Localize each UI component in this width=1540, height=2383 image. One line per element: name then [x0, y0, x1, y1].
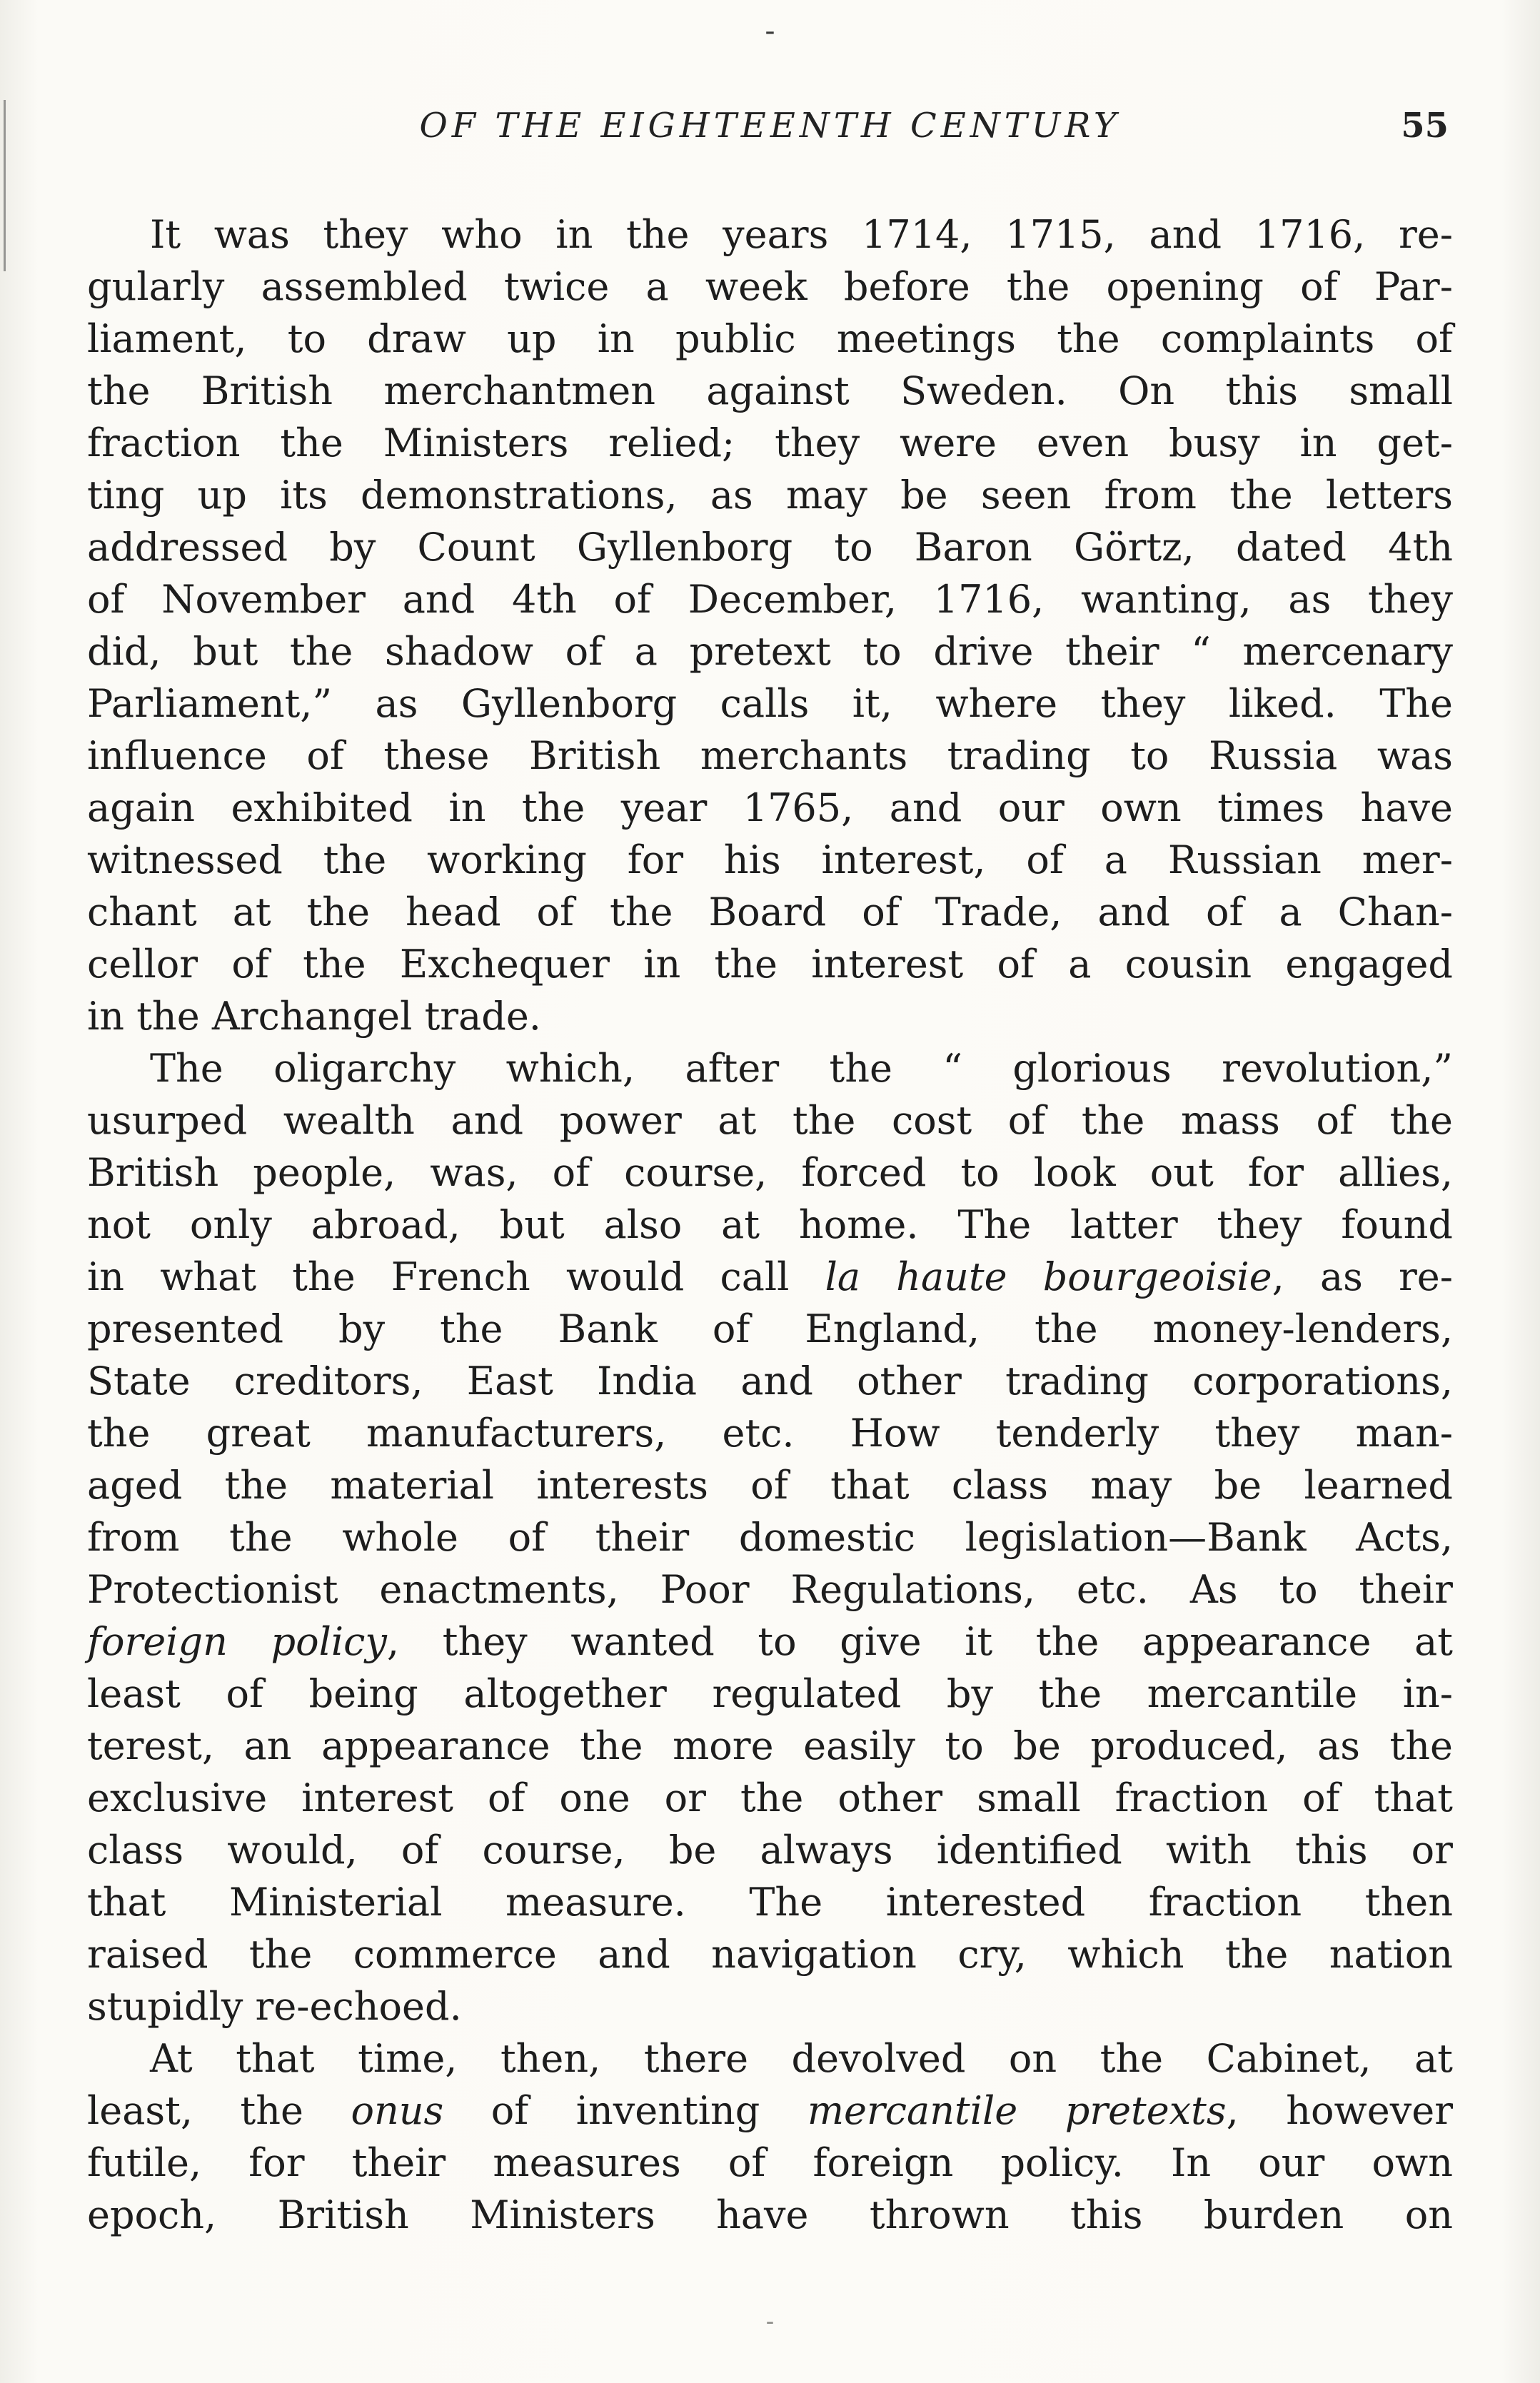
text-run: did, but the shadow of a pretext to drive their “ mercenary — [87, 629, 1453, 674]
text-run: ting up its demonstrations, as may be seen from the letters — [87, 473, 1453, 518]
text-run: It was they who in the years 1714, 1715, and 1716, re- — [150, 212, 1453, 257]
text-run: of inventing — [443, 2088, 807, 2133]
text-line — [87, 2137, 1453, 2189]
text-run: witnessed the working for his interest, of a Russian mer- — [87, 837, 1453, 882]
text-line — [87, 938, 1453, 990]
text-run: least of being altogether regulated by the mercantile in- — [87, 1671, 1453, 1716]
text-line — [87, 1824, 1453, 1876]
page-number: 55 — [1401, 106, 1449, 146]
text-run: presented by the Bank of England, the money-lenders, — [87, 1306, 1453, 1351]
text-line — [87, 2189, 1453, 2241]
text-line — [87, 2032, 1453, 2085]
bottom-scan-mark: - — [765, 2307, 775, 2336]
scan-artifact-left-edge — [4, 100, 6, 271]
text-line — [87, 1094, 1453, 1147]
text-run: again exhibited in the year 1765, and our own times have — [87, 785, 1453, 830]
text-run: that Ministerial measure. The interested fraction then — [87, 1880, 1453, 1925]
text-line — [87, 1147, 1453, 1199]
text-line — [87, 521, 1453, 573]
text-run: , they wanted to give it the appearance at — [386, 1619, 1453, 1664]
text-run: The oligarchy which, after the “ glorious revolution,” — [150, 1046, 1453, 1091]
text-run: , however — [1226, 2088, 1454, 2133]
text-run: class would, of course, be always identified with this or — [87, 1828, 1453, 1873]
paragraph — [87, 2032, 1453, 2241]
text-run: from the whole of their domestic legislation—Bank Acts, — [87, 1515, 1453, 1560]
text-line — [87, 261, 1453, 313]
text-line — [87, 417, 1453, 469]
top-scan-mark: - — [765, 13, 775, 48]
text-run: in what the French would call — [87, 1254, 825, 1299]
text-line — [87, 1407, 1453, 1459]
text-line — [87, 573, 1453, 625]
text-run: At that time, then, there devolved on the Cabinet, at — [150, 2036, 1453, 2081]
text-run: the British merchantmen against Sweden. On this small — [87, 368, 1453, 413]
text-line — [87, 1563, 1453, 1616]
text-run: addressed by Count Gyllenborg to Baron Görtz, dated 4th — [87, 525, 1453, 570]
text-line — [87, 625, 1453, 677]
text-run: exclusive interest of one or the other small fraction of that — [87, 1775, 1453, 1820]
text-line — [87, 782, 1453, 834]
text-run: epoch, British Ministers have thrown this burden on — [87, 2192, 1453, 2237]
text-run: terest, an appearance the more easily to be produced, as the — [87, 1723, 1453, 1768]
text-line — [87, 730, 1453, 782]
text-line — [87, 469, 1453, 521]
text-line — [87, 1928, 1453, 1980]
text-line — [87, 1720, 1453, 1772]
text-run: futile, for their measures of foreign policy. In our own — [87, 2140, 1453, 2185]
text-run: of November and 4th of December, 1716, wanting, as they — [87, 577, 1453, 622]
text-line — [87, 2085, 1453, 2137]
text-line — [87, 1980, 1453, 2032]
page-header — [87, 106, 1453, 157]
text-line — [87, 1042, 1453, 1094]
paragraph — [87, 1042, 1453, 2032]
text-run: in the Archangel trade. — [87, 994, 541, 1039]
text-line — [87, 1355, 1453, 1407]
text-run: raised the commerce and navigation cry, which the nation — [87, 1932, 1453, 1977]
text-line — [87, 208, 1453, 261]
text-run: usurped wealth and power at the cost of the mass of the — [87, 1098, 1453, 1143]
text-line — [87, 1876, 1453, 1928]
text-run: stupidly re-echoed. — [87, 1984, 462, 2029]
text-run: foreign policy — [87, 1619, 387, 1664]
text-run: not only abroad, but also at home. The latter they found — [87, 1202, 1453, 1247]
body-text — [87, 208, 1453, 2241]
text-line — [87, 1616, 1453, 1668]
text-run: influence of these British merchants trading to Russia was — [87, 733, 1453, 778]
text-line — [87, 1772, 1453, 1824]
text-run: least, the — [87, 2088, 351, 2133]
text-line — [87, 313, 1453, 365]
text-run: liament, to draw up in public meetings the complaints of — [87, 316, 1453, 361]
text-line — [87, 677, 1453, 730]
text-line — [87, 1459, 1453, 1511]
text-line — [87, 1668, 1453, 1720]
text-line — [87, 1199, 1453, 1251]
text-run: , as re- — [1272, 1254, 1454, 1299]
text-run: aged the material interests of that class may be learned — [87, 1463, 1453, 1508]
text-line — [87, 886, 1453, 938]
text-run: Parliament,” as Gyllenborg calls it, where they liked. The — [87, 681, 1453, 726]
text-run: Protectionist enactments, Poor Regulations, etc. As to their — [87, 1567, 1453, 1612]
paragraph — [87, 208, 1453, 1042]
text-run: mercantile pretexts — [807, 2088, 1227, 2133]
text-line — [87, 1303, 1453, 1355]
text-run: State creditors, East India and other trading corporations, — [87, 1359, 1453, 1404]
text-run: onus — [351, 2088, 444, 2133]
text-line — [87, 1511, 1453, 1563]
text-run: gularly assembled twice a week before the opening of Par- — [87, 264, 1453, 309]
text-line — [87, 365, 1453, 417]
running-title: OF THE EIGHTEENTH CENTURY — [419, 106, 1121, 146]
text-run: the great manufacturers, etc. How tenderly they man- — [87, 1411, 1453, 1456]
text-line — [87, 1251, 1453, 1303]
text-run: chant at the head of the Board of Trade, and of a Chan- — [87, 890, 1453, 934]
text-line — [87, 990, 1453, 1042]
text-run: British people, was, of course, forced to look out for allies, — [87, 1150, 1453, 1195]
text-run: cellor of the Exchequer in the interest of a cousin engaged — [87, 942, 1453, 987]
text-line — [87, 834, 1453, 886]
text-run: la haute bourgeoisie — [825, 1254, 1272, 1299]
text-run: fraction the Ministers relied; they were even busy in get- — [87, 420, 1453, 465]
